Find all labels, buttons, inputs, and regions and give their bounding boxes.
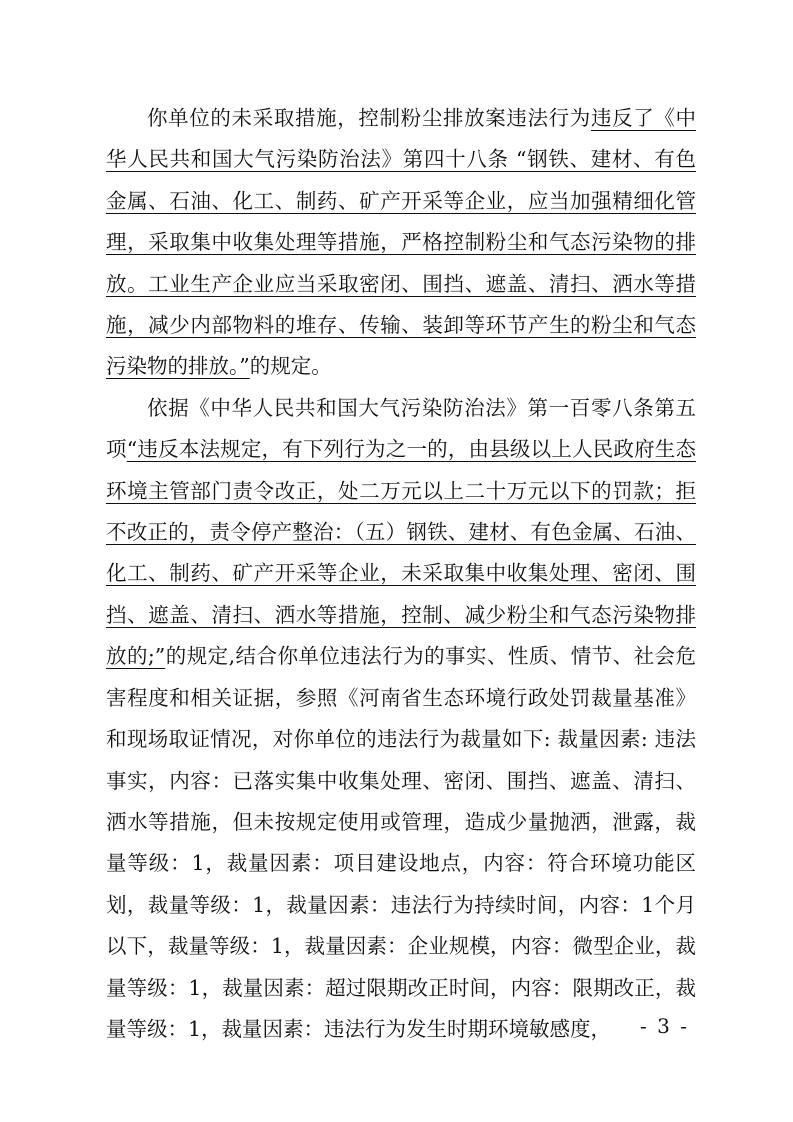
paragraph-2-underlined-quote: “违反本法规定，有下列行为之一的，由县级以上人民政府生态环境主管部门责令改正，处二万元以上二十万元以下的罚款；拒不改正的，责令停产整治：（五）钢铁、建材、有色金属、石油、化工、制药、矿产开采等企业，未采取集中收集处理、密闭、围挡、遮盖、清扫、洒水等措施，控制、减少粉尘和气态污染物排放的;” [106,437,697,669]
paragraph-2-lead: 依据《中华人民共和国大气污染防治法》第一百零八条第五项 [106,395,696,462]
paragraph-basis [106,388,696,1051]
paragraph-1-underlined-quote: 违反了《中华人民共和国大气污染防治法》第四十八条 “钢铁、建材、有色金属、石油、化工、制药、矿产开采等企业，应当加强精细化管理，采取集中收集处理等措施，严格控制粉尘和气态污染物的排放。工业生产企业应当采取密闭、围挡、遮盖、清扫、洒水等措施，减少内部物料的堆存、传输、装卸等环节产生的粉尘和气态污染物的排放。” [106,106,697,379]
document-body [106,98,696,1050]
paragraph-violation [106,98,696,388]
paragraph-1-lead: 你单位的未采取措施，控制粉尘排放案违法行为 [147,106,591,130]
page-number: - 3 - [640,1014,689,1038]
paragraph-2-tail: 的规定,结合你单位违法行为的事实、性质、情节、社会危害程度和相关证据，参照《河南省生态环境行政处罚裁量基准》和现场取证情况，对你单位的违法行为裁量如下: 裁量因素: 违法事实，内容：已落实集中收集处理、密闭、围挡、遮盖、清扫、洒水等措施，但未按规定使用或管理，造成少量抛洒，泄露，裁量等级：1，裁量因素：项目建设地点，内容：符合环境功能区划，裁量等级：1，裁量因素：违法行为持续时间，内容：1个月以下，裁量等级：1，裁量因素：企业规模，内容：微型企业，裁量等级：1，裁量因素：超过限期改正时间，内容：限期改正，裁量等级：1，裁量因素：违法行为发生时期环境敏感度， [106,644,697,1041]
paragraph-1-tail: 的规定。 [249,354,332,379]
